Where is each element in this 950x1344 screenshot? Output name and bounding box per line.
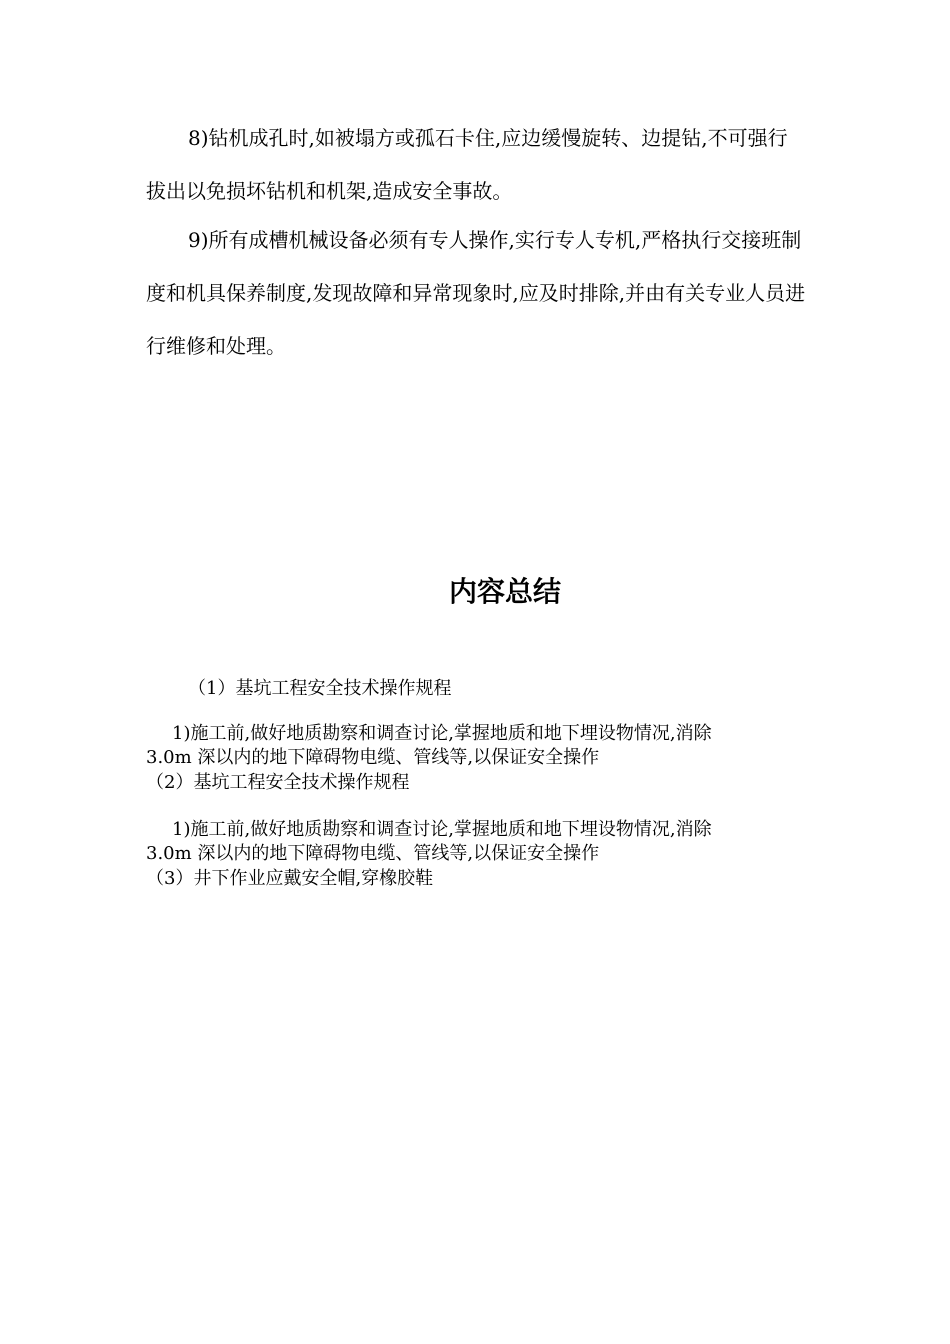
summary-item-2-heading: （2）基坑工程安全技术操作规程 — [146, 772, 410, 793]
summary-item-2-line-1: 1)施工前,做好地质勘察和调查讨论,掌握地质和地下埋设物情况,消除 — [172, 819, 712, 840]
summary-title: 内容总结 — [448, 575, 561, 608]
summary-item-2-body — [146, 818, 806, 866]
summary-item-3-heading: （3）井下作业应戴安全帽,穿橡胶鞋 — [146, 868, 434, 889]
summary-item-2-line-2: 3.0m 深以内的地下障碍物电缆、管线等,以保证安全操作 — [146, 843, 600, 864]
summary-item-1-line-2: 3.0m 深以内的地下障碍物电缆、管线等,以保证安全操作 — [146, 747, 600, 768]
paragraph-item-8: 8)钻机成孔时,如被塌方或孤石卡住,应边缓慢旋转、边提钻,不可强行拔出以免损坏钻机和机架,造成安全事故。 — [146, 126, 788, 203]
summary-item-1-body — [146, 722, 806, 770]
summary-item-1-line-1: 1)施工前,做好地质勘察和调查讨论,掌握地质和地下埋设物情况,消除 — [172, 723, 712, 744]
paragraph-item-9: 9)所有成槽机械设备必须有专人操作,实行专人专机,严格执行交接班制度和机具保养制度,发现故障和异常现象时,应及时排除,并由有关专业人员进行维修和处理。 — [146, 228, 806, 358]
summary-item-1-heading: （1）基坑工程安全技术操作规程 — [188, 678, 452, 699]
